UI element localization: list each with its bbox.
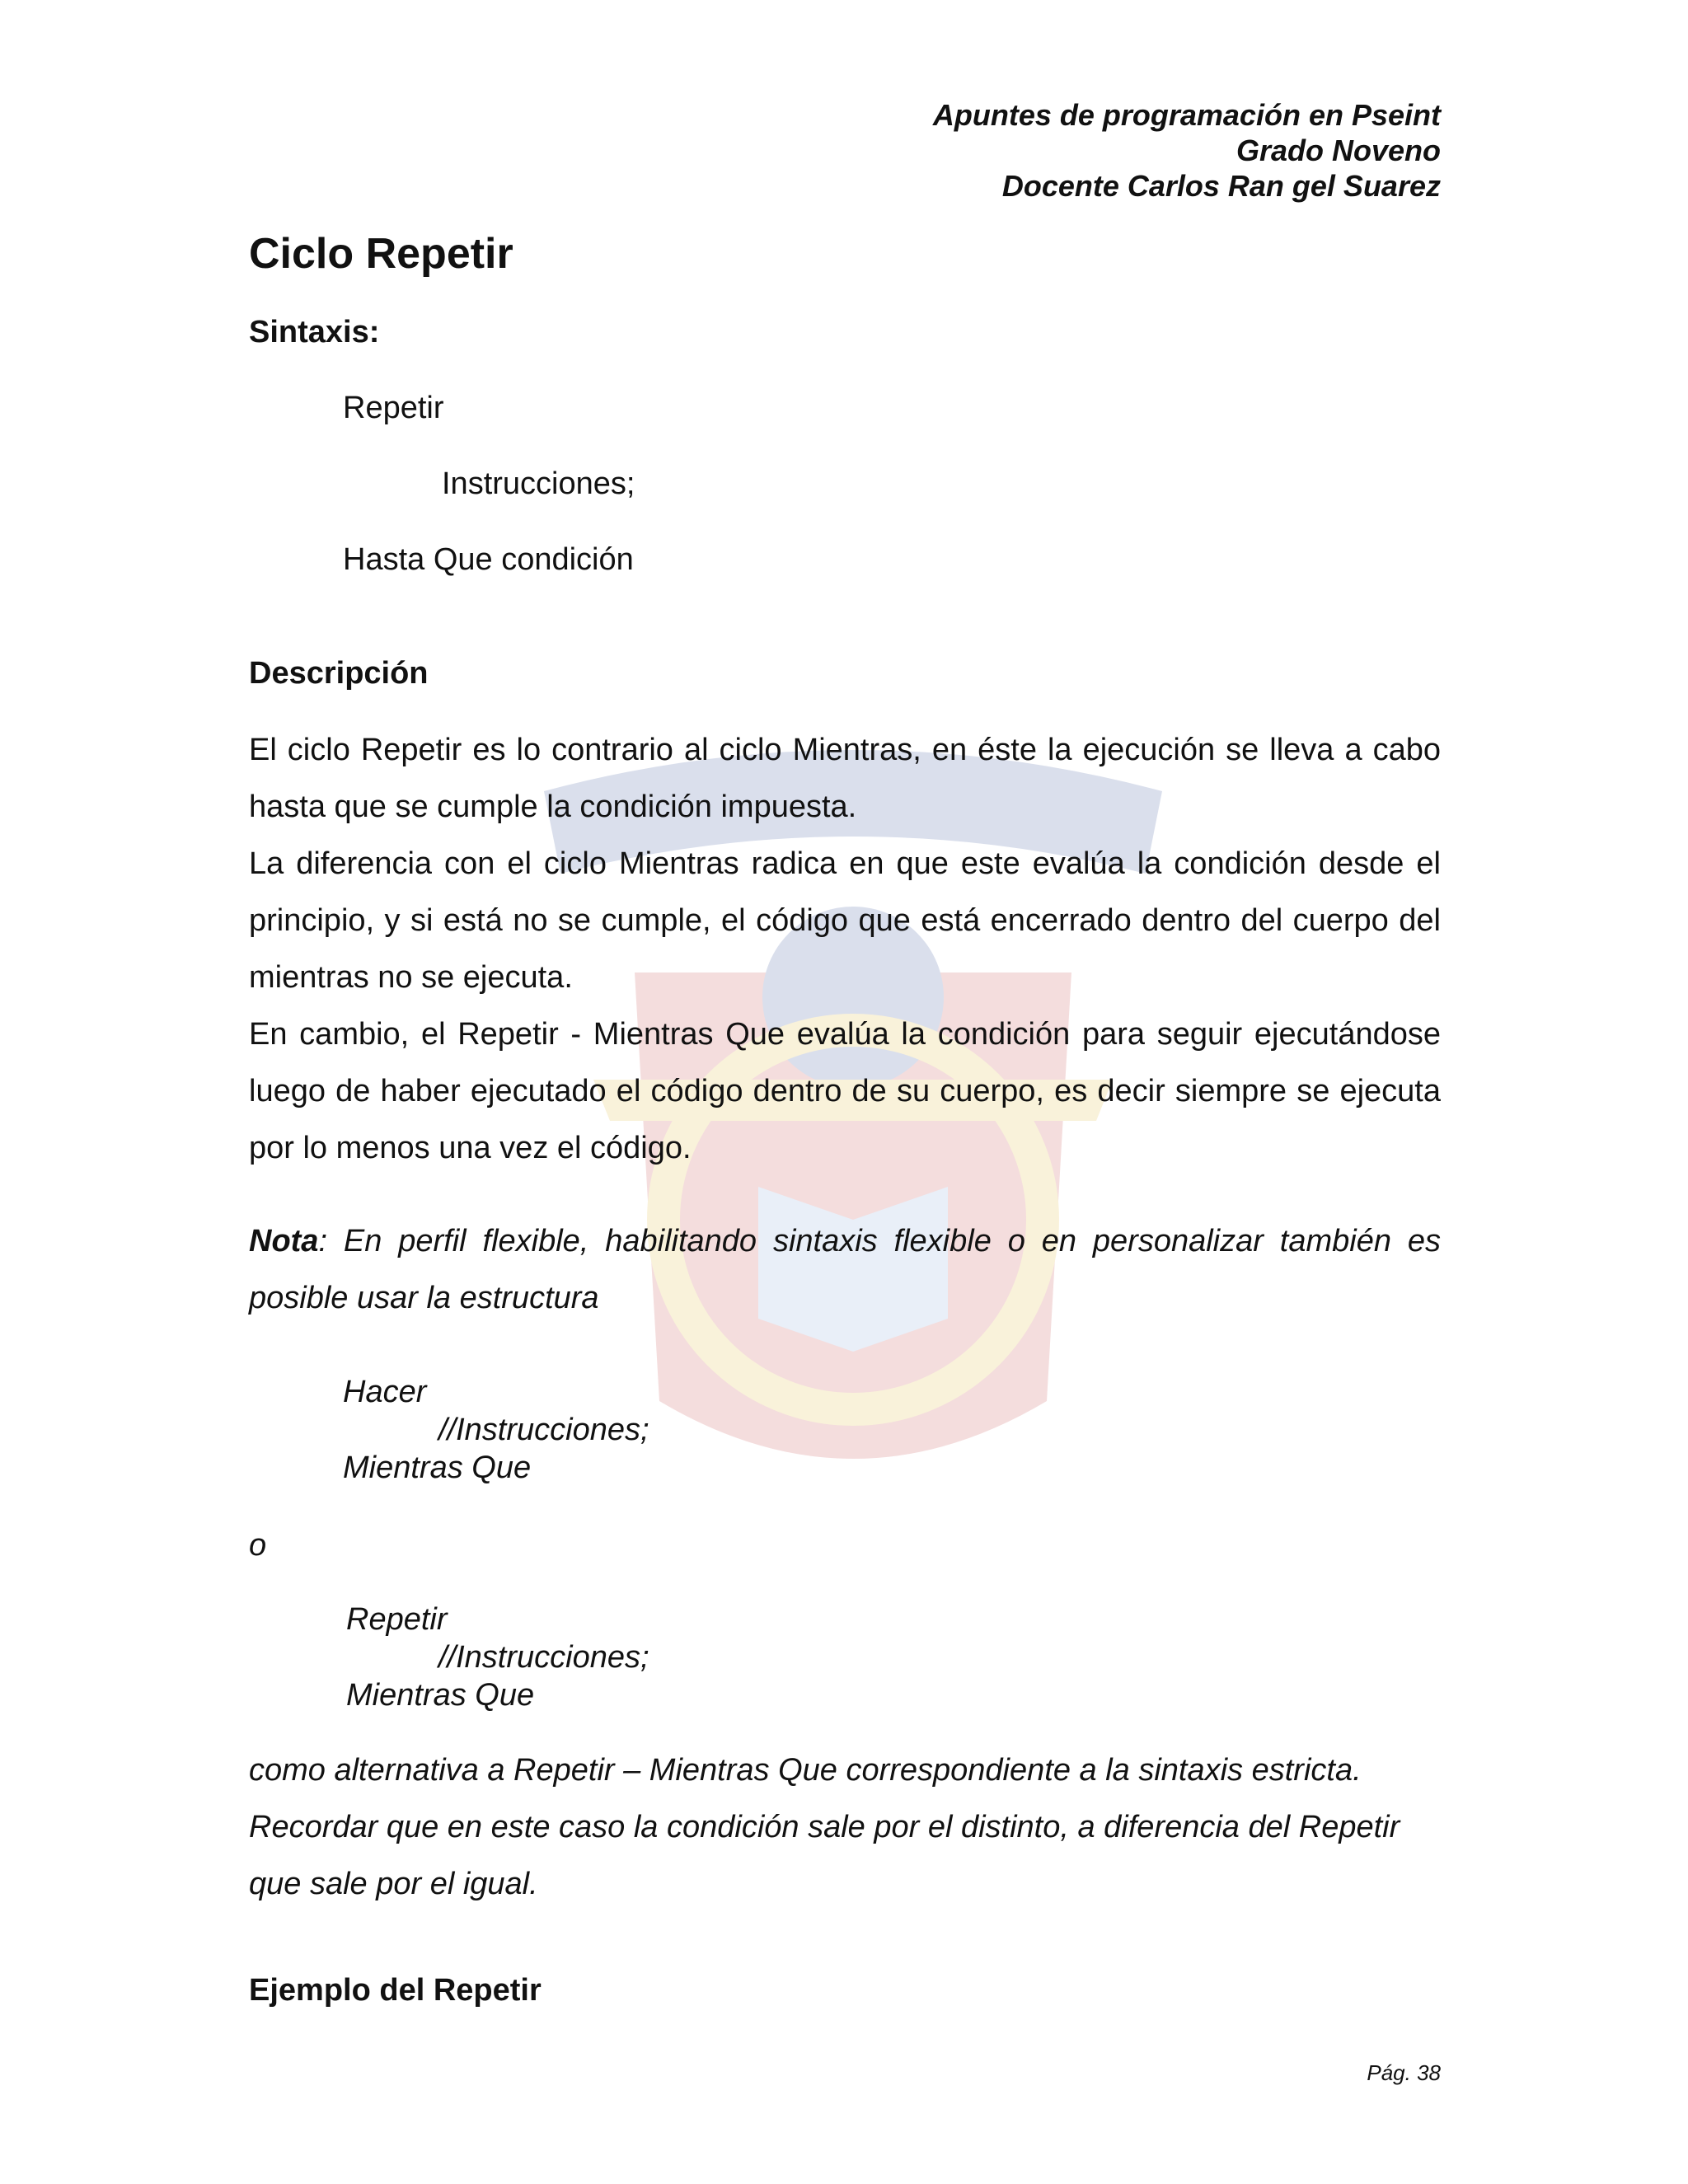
descripcion-paragraph-3: En cambio, el Repetir - Mientras Que evalúa la condición para seguir ejecutándose luego de haber ejecutado el código dentro de su cuerpo, es decir siempre se ejecuta por lo menos una vez el código.	[249, 1017, 1441, 1165]
nota-closing-paragraph	[249, 1742, 1441, 1913]
page-number: Pág. 38	[1367, 2060, 1441, 2085]
code-line: Hacer	[343, 1375, 427, 1409]
header-teacher: Docente Carlos Ran gel Suarez	[1001, 169, 1441, 203]
sintaxis-line-instrucciones: Instrucciones;	[442, 466, 635, 501]
code-line: Repetir	[346, 1602, 448, 1637]
code-line: //Instrucciones;	[438, 1413, 649, 1447]
code-line: Mientras Que	[346, 1678, 535, 1713]
code-block-hacer	[343, 1373, 649, 1487]
code-line: //Instrucciones;	[438, 1640, 649, 1675]
descripcion-paragraph-2: La diferencia con el ciclo Mientras radica en que este evalúa la condición desde el principio, y si está no se cumple, el código que está encerrado dentro del cuerpo del mientras no se ejecuta.	[249, 846, 1441, 995]
header-grade: Grado Noveno	[1236, 134, 1441, 167]
nota-text: : En perfil flexible, habilitando sintaxis flexible o en personalizar también es posible usar la estructura	[249, 1224, 1441, 1315]
nota-closing-text: como alternativa a Repetir – Mientras Que correspondiente a la sintaxis estricta. Recordar que en este caso la condición sale por el distinto, a diferencia del Repetir que sale por el igual.	[249, 1753, 1400, 1901]
descripcion-paragraph-1: El ciclo Repetir es lo contrario al ciclo Mientras, en éste la ejecución se lleva a cabo hasta que se cumple la condición impuesta.	[249, 733, 1441, 824]
code-block-repetir	[346, 1601, 649, 1714]
ejemplo-heading: Ejemplo del Repetir	[249, 1973, 542, 2008]
page-title: Ciclo Repetir	[249, 230, 513, 278]
nota-label: Nota	[249, 1224, 319, 1258]
code-line: Mientras Que	[343, 1451, 532, 1485]
sintaxis-line-repetir: Repetir	[343, 391, 444, 425]
descripcion-heading: Descripción	[249, 656, 429, 691]
descripcion-body	[249, 722, 1441, 1177]
sintaxis-heading: Sintaxis:	[249, 315, 380, 349]
sintaxis-line-hasta: Hasta Que condición	[343, 542, 634, 577]
or-text: o	[249, 1528, 267, 1563]
nota-paragraph	[249, 1213, 1441, 1327]
document-header	[933, 97, 1441, 204]
header-course-title: Apuntes de programación en Pseint	[932, 98, 1441, 132]
